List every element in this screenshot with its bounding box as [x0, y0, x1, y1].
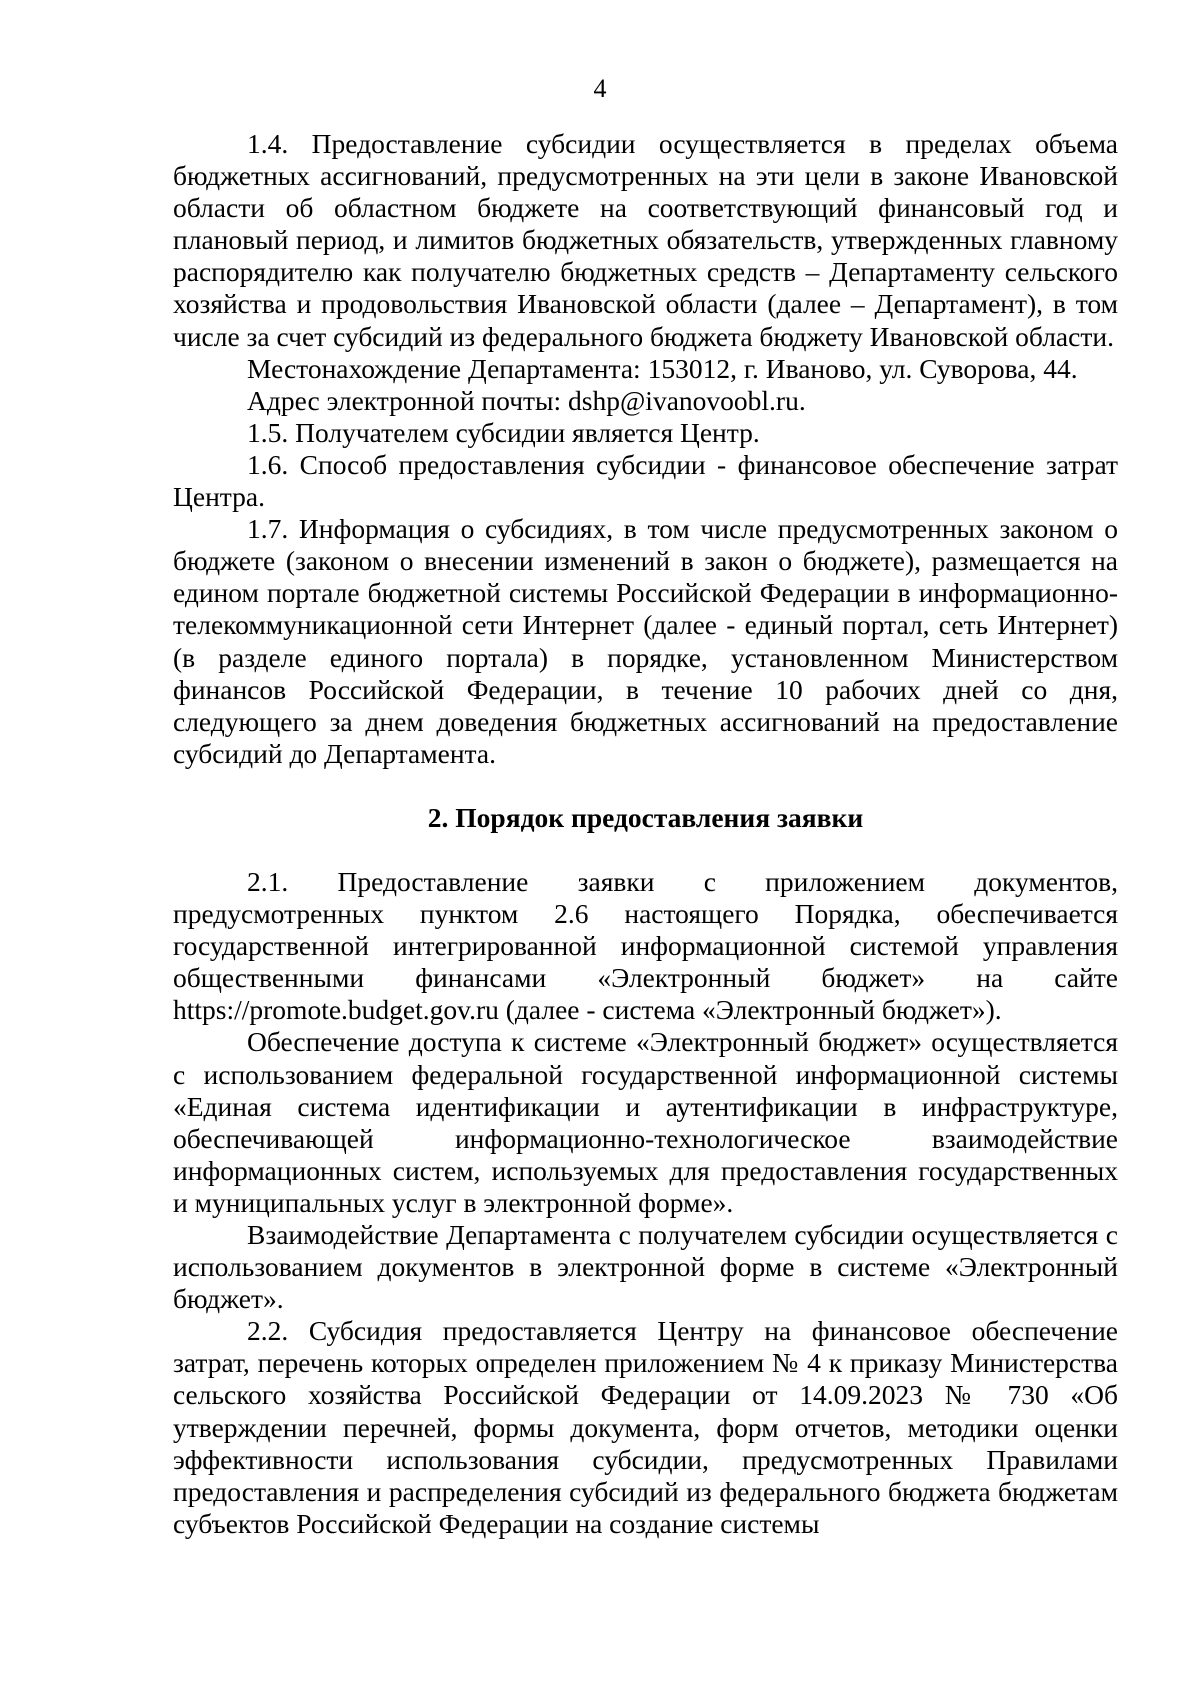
paragraph-access: Обеспечение доступа к системе «Электронный бюджет» осуществляется с использованием федеральной государственной информационной системы «Единая система идентификации и аутентификации в инфраструктуре, обеспечивающей информационно-технологическое взаимодействие информационных систем, используемых для предоставления государственных и муниципальных услуг в электронной форме». [173, 1026, 1118, 1218]
document-body [173, 128, 1118, 1540]
paragraph-1-7: 1.7. Информация о субсидиях, в том числе предусмотренных законом о бюджете (законом о внесении изменений в закон о бюджете), размещается на едином портале бюджетной системы Российской Федерации в информационно-телекоммуникационной сети Интернет (далее - единый портал, сеть Интернет) (в разделе единого портала) в порядке, установленном Министерством финансов Российской Федерации, в течение 10 рабочих дней со дня, следующего за днем доведения бюджетных ассигнований на предоставление субсидий до Департамента. [173, 513, 1118, 769]
paragraph-email: Адрес электронной почты: dshp@ivanovoobl.ru. [247, 384, 806, 416]
section-heading: 2. Порядок предоставления заявки [427, 801, 864, 833]
paragraph-2-2: 2.2. Субсидия предоставляется Центру на финансовое обеспечение затрат, перечень которых определен приложением № 4 к приказу Министерства сельского хозяйства Российской Федерации от 14.09.2023 № 730 «Об утверждении перечней, формы документа, форм отчетов, методики оценки эффективности использования субсидии, предусмотренных Правилами предоставления и распределения субсидий из федерального бюджета бюджетам субъектов Российской Федерации на создание системы [173, 1315, 1118, 1539]
paragraph-1-6: 1.6. Способ предоставления субсидии - финансовое обеспечение затрат Центра. [173, 448, 1118, 513]
paragraph-location: Местонахождение Департамента: 153012, г. Иваново, ул. Суворова, 44. [247, 352, 1078, 384]
paragraph-1-5: 1.5. Получателем субсидии является Центр. [247, 416, 760, 448]
paragraph-1-4: 1.4. Предоставление субсидии осуществляется в пределах объема бюджетных ассигнований, предусмотренных на эти цели в законе Ивановской области об областном бюджете на соответствующий финансовый год и плановый период, и лимитов бюджетных обязательств, утвержденных главному распорядителю как получателю бюджетных средств – Департаменту сельского хозяйства и продовольствия Ивановской области (далее – Департамент), в том числе за счет субсидий из федерального бюджета бюджету Ивановской области. [173, 128, 1118, 352]
paragraph-interaction: Взаимодействие Департамента с получателем субсидии осуществляется с использованием документов в электронной форме в системе «Электронный бюджет». [173, 1219, 1118, 1315]
paragraph-2-1: 2.1. Предоставление заявки с приложением документов, предусмотренных пунктом 2.6 настоящего Порядка, обеспечивается государственной интегрированной информационной системой управления общественными финансами «Электронный бюджет» на сайте https://promote.budget.gov.ru (далее - система «Электронный бюджет»). [173, 865, 1118, 1026]
page-number: 4 [593, 74, 607, 103]
